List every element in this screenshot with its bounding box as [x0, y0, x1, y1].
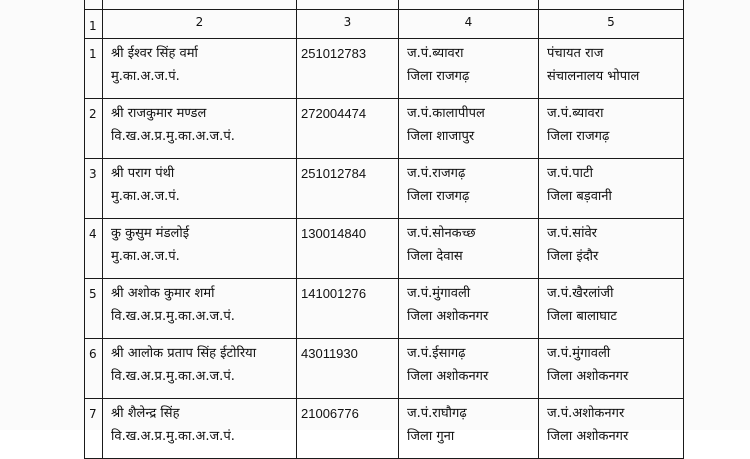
- new-posting-district: जिला बड़वानी: [547, 189, 612, 204]
- table-top-row: [85, 0, 684, 10]
- officer-cell: [103, 39, 297, 99]
- employee-code: 21006776: [297, 399, 399, 459]
- new-posting-district: जिला अशोकनगर: [547, 429, 629, 444]
- officer-name: श्री शैलेन्द्र सिंह: [111, 406, 180, 421]
- serial-number: 1: [85, 39, 103, 99]
- officer-name: कु कुसुम मंडलोई: [111, 226, 190, 241]
- serial-number: 6: [85, 339, 103, 399]
- employee-code: 141001276: [297, 279, 399, 339]
- officer-name: श्री पराग पंथी: [111, 166, 175, 181]
- new-posting-office: पंचायत राज: [547, 46, 604, 61]
- employee-code: 130014840: [297, 219, 399, 279]
- current-posting-office: ज.पं.राजगढ़: [407, 166, 466, 181]
- officer-designation: वि.ख.अ.प्र.मु.का.अ.ज.पं.: [111, 369, 235, 384]
- current-posting-cell: [399, 399, 539, 459]
- new-posting-office: ज.पं.खैरलांजी: [547, 286, 614, 301]
- new-posting-cell: [539, 99, 684, 159]
- serial-number: 7: [85, 399, 103, 459]
- table-row: [85, 159, 684, 219]
- table-row: [85, 279, 684, 339]
- current-posting-cell: [399, 99, 539, 159]
- employee-code: 251012783: [297, 39, 399, 99]
- table-row: [85, 39, 684, 99]
- current-posting-office: ज.पं.ईसागढ़: [407, 346, 466, 361]
- new-posting-cell: [539, 159, 684, 219]
- new-posting-office: ज.पं.पाटी: [547, 166, 593, 181]
- new-posting-office: ज.पं.मुंगावली: [547, 346, 611, 361]
- employee-code: 251012784: [297, 159, 399, 219]
- current-posting-cell: [399, 279, 539, 339]
- officer-cell: [103, 399, 297, 459]
- new-posting-district: जिला राजगढ़: [547, 129, 610, 144]
- column-number: 5: [539, 10, 684, 39]
- current-posting-district: जिला राजगढ़: [407, 69, 470, 84]
- officer-cell: [103, 279, 297, 339]
- serial-number: 2: [85, 99, 103, 159]
- current-posting-cell: [399, 159, 539, 219]
- officer-name: श्री राजकुमार मण्डल: [111, 106, 207, 121]
- current-posting-district: जिला शाजापुर: [407, 129, 475, 144]
- new-posting-cell: [539, 279, 684, 339]
- column-number: 2: [103, 10, 297, 39]
- column-number: 4: [399, 10, 539, 39]
- officer-designation: वि.ख.अ.प्र.मु.का.अ.ज.पं.: [111, 429, 235, 444]
- new-posting-cell: [539, 39, 684, 99]
- table-row: [85, 99, 684, 159]
- new-posting-district: जिला इंदौर: [547, 249, 599, 264]
- current-posting-office: ज.पं.सोनकच्छ: [407, 226, 476, 241]
- officer-designation: मु.का.अ.ज.पं.: [111, 189, 180, 204]
- serial-number: 5: [85, 279, 103, 339]
- new-posting-district: जिला अशोकनगर: [547, 369, 629, 384]
- current-posting-cell: [399, 339, 539, 399]
- new-posting-cell: [539, 219, 684, 279]
- current-posting-office: ज.पं.ब्यावरा: [407, 46, 464, 61]
- new-posting-cell: [539, 339, 684, 399]
- current-posting-district: जिला अशोकनगर: [407, 309, 489, 324]
- column-number: 3: [297, 10, 399, 39]
- current-posting-cell: [399, 39, 539, 99]
- serial-number: 3: [85, 159, 103, 219]
- officer-cell: [103, 219, 297, 279]
- column-number: 1: [85, 10, 103, 39]
- employee-code: 272004474: [297, 99, 399, 159]
- officer-cell: [103, 159, 297, 219]
- current-posting-district: जिला अशोकनगर: [407, 369, 489, 384]
- new-posting-cell: [539, 399, 684, 459]
- officer-name: श्री आलोक प्रताप सिंह ईटोरिया: [111, 346, 257, 361]
- employee-code: 43011930: [297, 339, 399, 399]
- table-row: [85, 399, 684, 459]
- table-row: [85, 339, 684, 399]
- new-posting-district: जिला बालाघाट: [547, 309, 617, 324]
- current-posting-office: ज.पं.राघौगढ़: [407, 406, 467, 421]
- current-posting-district: जिला गुना: [407, 429, 455, 444]
- current-posting-office: ज.पं.कालापीपल: [407, 106, 485, 121]
- current-posting-district: जिला देवास: [407, 249, 463, 264]
- table-row: [85, 219, 684, 279]
- current-posting-district: जिला राजगढ़: [407, 189, 470, 204]
- column-number-row: [85, 10, 684, 39]
- officer-name: श्री ईश्वर सिंह वर्मा: [111, 46, 198, 61]
- officer-cell: [103, 339, 297, 399]
- officer-cell: [103, 99, 297, 159]
- officer-designation: वि.ख.अ.प्र.मु.का.अ.ज.पं.: [111, 309, 235, 324]
- new-posting-office: ज.पं.अशोकनगर: [547, 406, 625, 421]
- officer-designation: मु.का.अ.ज.पं.: [111, 69, 180, 84]
- current-posting-cell: [399, 219, 539, 279]
- new-posting-district: संचालनालय भोपाल: [547, 69, 640, 84]
- transfer-table: [84, 0, 684, 459]
- officer-designation: मु.का.अ.ज.पं.: [111, 249, 180, 264]
- serial-number: 4: [85, 219, 103, 279]
- new-posting-office: ज.पं.ब्यावरा: [547, 106, 604, 121]
- officer-designation: वि.ख.अ.प्र.मु.का.अ.ज.पं.: [111, 129, 235, 144]
- new-posting-office: ज.पं.सांवेर: [547, 226, 597, 241]
- officer-name: श्री अशोक कुमार शर्मा: [111, 286, 215, 301]
- current-posting-office: ज.पं.मुंगावली: [407, 286, 471, 301]
